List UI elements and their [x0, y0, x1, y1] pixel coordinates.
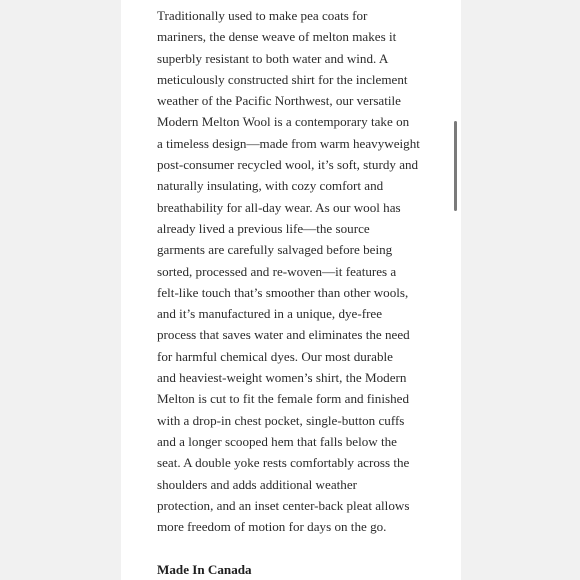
scrollbar-thumb[interactable]	[454, 121, 457, 211]
description-line: protection, and an inset center-back pleat allows	[157, 497, 410, 513]
description-line: weather of the Pacific Northwest, our versatile	[157, 93, 401, 109]
description-line: and a longer scooped hem that falls below the	[157, 433, 397, 449]
description-line: seat. A double yoke rests comfortably across the	[157, 455, 410, 471]
description-line: for harmful chemical dyes. Our most durable	[157, 348, 393, 364]
product-description	[157, 5, 427, 537]
description-line: and heaviest-weight women’s shirt, the Modern	[157, 370, 407, 386]
description-line: naturally insulating, with cozy comfort and	[157, 178, 384, 194]
description-line: superbly resistant to both water and wind. A	[157, 50, 389, 66]
description-line: meticulously constructed shirt for the inclement	[157, 71, 408, 87]
description-line: garments are carefully salvaged before being	[157, 242, 393, 258]
description-line: with a drop-in chest pocket, single-button cuffs	[157, 412, 405, 428]
description-line: felt-like touch that’s smoother than other wools,	[157, 284, 409, 300]
description-line: a timeless design—made from warm heavyweight	[157, 135, 420, 151]
description-line: more freedom of motion for days on the go.	[157, 519, 387, 535]
description-line: breathability for all-day wear. As our wool has	[157, 199, 401, 215]
description-line: post-consumer recycled wool, it’s soft, sturdy and	[157, 157, 419, 173]
description-line: sorted, processed and re-woven—it features a	[157, 263, 397, 279]
description-line: and it’s manufactured in a unique, dye-free	[157, 306, 383, 322]
description-line: mariners, the dense weave of melton makes it	[157, 29, 397, 45]
made-in-heading: Made In Canada	[157, 562, 252, 577]
description-line: already lived a previous life—the source	[157, 220, 370, 236]
description-line: shoulders and adds additional weather	[157, 476, 357, 492]
description-line: process that saves water and eliminates the need	[157, 327, 410, 343]
description-line: Modern Melton Wool is a contemporary take on	[157, 114, 410, 130]
description-line: Traditionally used to make pea coats for	[157, 8, 368, 23]
description-line: Melton is cut to fit the female form and finished	[157, 391, 409, 407]
